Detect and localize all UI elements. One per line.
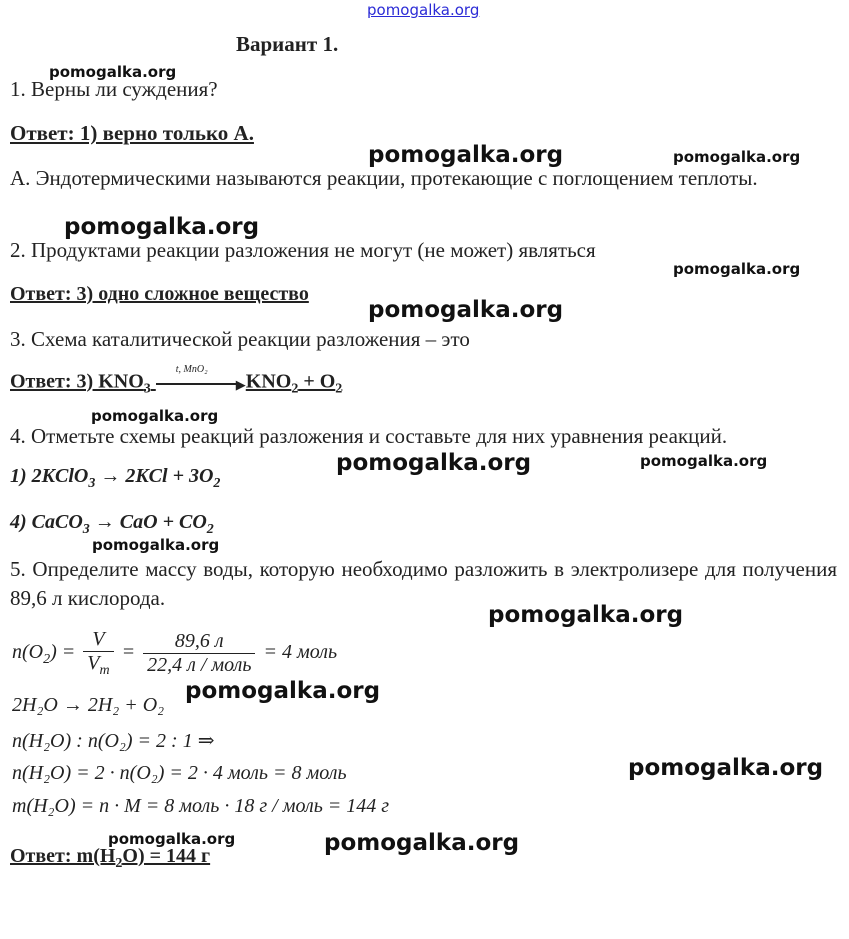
- arrow-line: [156, 383, 240, 385]
- fraction-numerator: 89,6 л: [174, 630, 224, 652]
- statement-a: А. Эндотермическими называются реакции, протекающие с поглощением теплоты.: [10, 166, 758, 190]
- watermark: pomogalka.org: [368, 142, 564, 168]
- answer-3-sub: 2: [335, 381, 343, 397]
- watermark: pomogalka.org: [673, 148, 801, 166]
- question-5: 5. Определите массу воды, которую необходимо разложить в электролизере для получения 89,6 л кислорода.: [10, 557, 837, 610]
- answer-3-sub: 3: [143, 381, 151, 397]
- watermark: pomogalka.org: [91, 407, 219, 425]
- formula-reaction: 2H₂O → 2H₂ + O₂: [12, 694, 165, 716]
- arrow-head-icon: ▶: [235, 377, 246, 392]
- watermark: pomogalka.org: [324, 830, 520, 856]
- answer-5-suffix: O) = 144 г: [122, 845, 211, 867]
- equation-1-mid: → 2KCl + 3O: [95, 465, 214, 487]
- answer-3-product: KNO: [245, 370, 292, 393]
- equation-1-sub: 3: [88, 476, 96, 491]
- watermark: pomogalka.org: [368, 297, 564, 323]
- watermark: pomogalka.org: [108, 830, 236, 848]
- watermark: pomogalka.org: [628, 755, 824, 781]
- watermark-top[interactable]: pomogalka.org: [367, 1, 480, 19]
- formula-moles-h2o: n(H₂O) = 2 · n(O₂) = 2 · 4 моль = 8 моль: [12, 762, 347, 784]
- question-2: 2. Продуктами реакции разложения не могут (не может) являться: [10, 238, 596, 262]
- arrow-condition: t, MnO₂: [175, 364, 208, 375]
- answer-3: [10, 364, 343, 398]
- watermark: pomogalka.org: [49, 63, 177, 81]
- answer-5-sub: 2: [115, 856, 123, 871]
- question-3: 3. Схема каталитической реакции разложения – это: [10, 327, 470, 351]
- answer-1: Ответ: 1) верно только А.: [10, 121, 254, 145]
- answer-2: Ответ: 3) одно сложное вещество: [10, 283, 309, 305]
- answer-3-prefix: Ответ: 3) KNO: [10, 370, 144, 393]
- equation-1: [10, 465, 220, 492]
- formula-mass-h2o: m(H₂O) = n · M = 8 моль · 18 г / моль = 144 г: [12, 795, 390, 817]
- equation-4-sub: 3: [82, 522, 90, 537]
- answer-3-suffix: + O: [298, 370, 336, 393]
- reaction-arrow: [156, 364, 246, 396]
- formula-result: = 4 моль: [263, 641, 338, 664]
- formula-lhs: n(O: [12, 641, 44, 664]
- page-title: Вариант 1.: [236, 32, 339, 56]
- watermark: pomogalka.org: [92, 536, 220, 554]
- answer-3-sub: 2: [291, 381, 299, 397]
- watermark: pomogalka.org: [64, 214, 260, 240]
- question-1: 1. Верны ли суждения?: [10, 77, 218, 101]
- fraction-den-text: V: [87, 652, 100, 674]
- fraction-denominator: 22,4 л / моль: [143, 653, 255, 677]
- formula-ratio: n(H₂O) : n(O₂) = 2 : 1 ⇒: [12, 730, 215, 752]
- equation-1-prefix: 1) 2KClO: [10, 465, 89, 487]
- watermark: pomogalka.org: [488, 602, 684, 628]
- formula-lhs-end: ) =: [50, 641, 76, 664]
- answer-5: [10, 845, 210, 872]
- equation-4-sub: 2: [206, 522, 214, 537]
- fraction-values: [143, 630, 255, 677]
- watermark: pomogalka.org: [673, 260, 801, 278]
- watermark: pomogalka.org: [640, 452, 768, 470]
- fraction-denominator: [83, 651, 113, 679]
- fraction-v-vm: [83, 628, 113, 679]
- equation-4-mid: → CaO + CO: [89, 511, 207, 533]
- watermark: pomogalka.org: [336, 450, 532, 476]
- equation-4-prefix: 4) CaCO: [10, 511, 83, 533]
- formula-sub: 2: [43, 652, 51, 668]
- watermark: pomogalka.org: [185, 678, 381, 704]
- equation-4: [10, 511, 214, 538]
- formula-eq: =: [121, 641, 136, 664]
- equation-1-sub: 2: [213, 476, 221, 491]
- question-4: 4. Отметьте схемы реакций разложения и составьте для них уравнения реакций.: [10, 424, 728, 448]
- formula-moles-o2: [12, 628, 337, 679]
- fraction-den-sub: m: [99, 663, 110, 678]
- answer-5-prefix: Ответ: m(H: [10, 845, 116, 867]
- fraction-numerator: V: [92, 628, 105, 650]
